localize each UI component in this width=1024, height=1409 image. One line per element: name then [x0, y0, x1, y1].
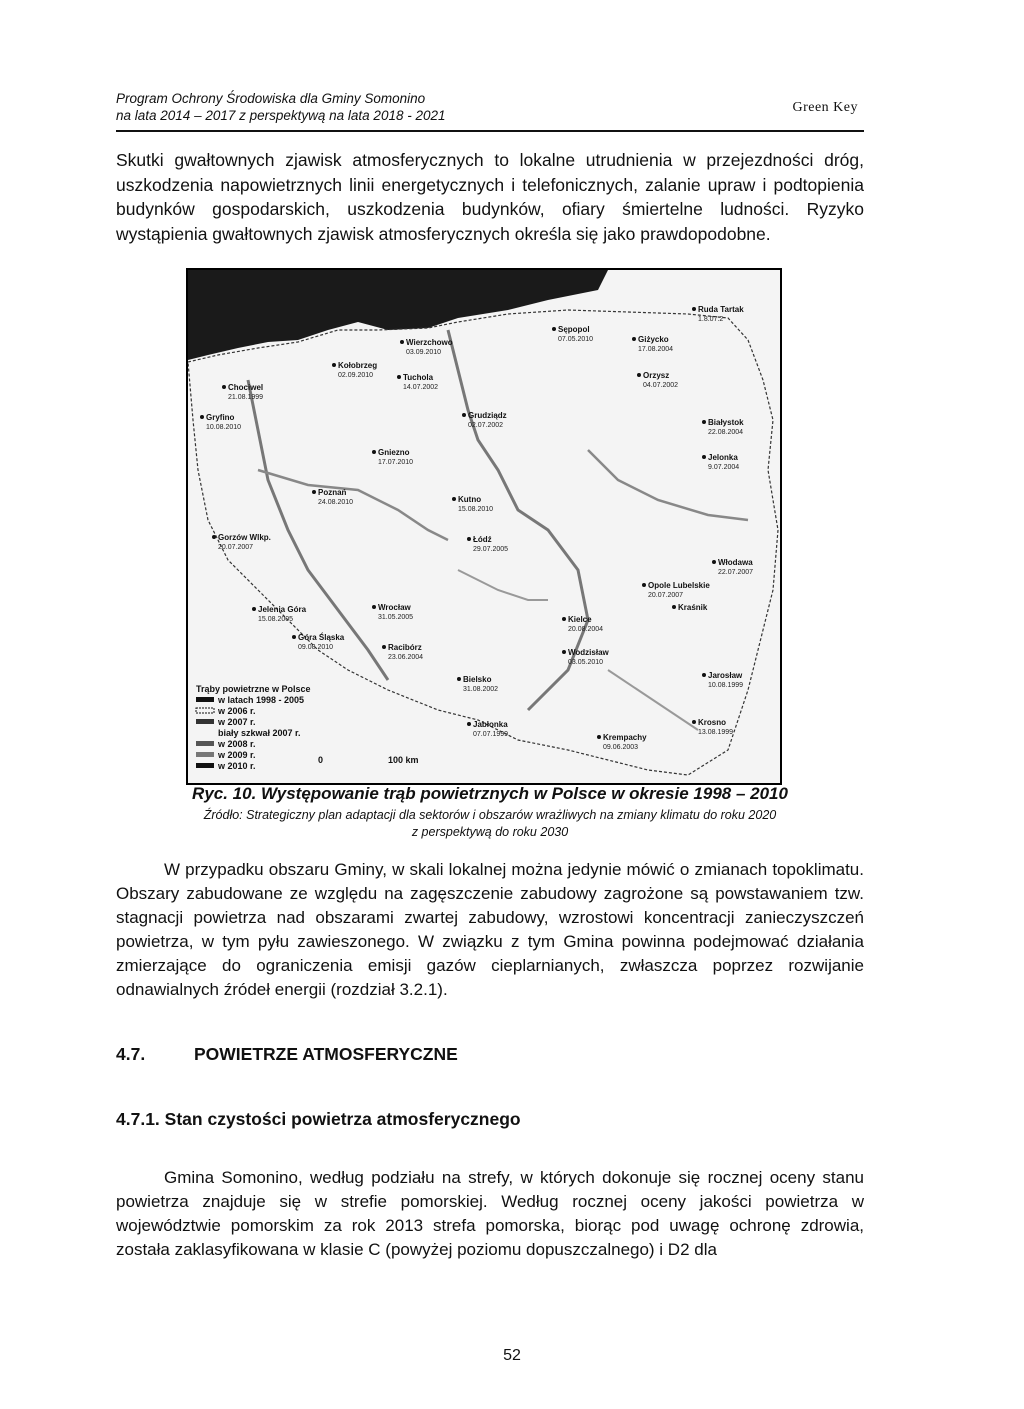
place-name: Jarosław: [708, 671, 743, 680]
place-name: Kraśnik: [678, 603, 708, 612]
section-heading: [116, 1044, 458, 1065]
place-marker: [467, 722, 471, 726]
place-marker: [642, 583, 646, 587]
place-marker: [637, 373, 641, 377]
source-line1: Źródło: Strategiczny plan adaptacji dla sektorów i obszarów wrażliwych na zmiany klimatu do roku 2020: [203, 808, 777, 822]
subsection-number: 4.7.1.: [116, 1109, 160, 1129]
san-river: [608, 670, 698, 730]
place-date: 22.07.2007: [718, 569, 754, 576]
place-date: 02.09.2010: [338, 372, 374, 379]
place-marker: [462, 413, 466, 417]
legend-item: w 2008 r.: [218, 739, 256, 749]
place-date: 20.08.2004: [568, 626, 604, 633]
place-marker: [562, 617, 566, 621]
place-name: Jabłonka: [473, 720, 508, 729]
program-title-line2: na lata 2014 – 2017 z perspektywą na lata 2018 - 2021: [116, 108, 446, 123]
place-date: 14.07.2002: [403, 384, 439, 391]
place-date: 09.06.2003: [603, 744, 639, 751]
legend-item: w 2010 r.: [218, 761, 256, 771]
place-name: Kielce: [568, 615, 592, 624]
legend-item: w 2006 r.: [218, 706, 256, 716]
place-name: Bielsko: [463, 675, 492, 684]
place-date: 07.05.2010: [558, 336, 594, 343]
paragraph-air-quality: Gmina Somonino, według podziału na strefy, w których dokonuje się rocznej oceny stanu powietrza znajduje się w strefie pomorskiej. Według rocznej oceny jakości powietrza w województwie pomorskim za rok 2013 strefa pomorska, biorąc pod uwagę ochronę zdrowia, została zaklasyfikowana w klasie C (powyżej poziomu dopuszczalnego) i D2 dla: [116, 1168, 864, 1259]
place-date: 31.08.2002: [463, 686, 499, 693]
place-name: Włodawa: [718, 558, 753, 567]
place-date: 9.07.2004: [708, 464, 740, 471]
place-marker: [467, 537, 471, 541]
legend-item: biały szkwał 2007 r.: [218, 728, 301, 738]
section-number: 4.7.: [116, 1044, 146, 1064]
place-name: Orzysz: [643, 371, 670, 380]
program-title: [116, 90, 446, 124]
place-marker: [332, 363, 336, 367]
place-marker: [552, 327, 556, 331]
place-marker: [372, 605, 376, 609]
place-name: Kołobrzeg: [338, 361, 378, 370]
place-name: Gniezno: [378, 448, 410, 457]
place-name: Krempachy: [603, 733, 647, 742]
place-marker: [222, 385, 226, 389]
place-marker: [292, 635, 296, 639]
place-name: Ruda Tartak: [698, 305, 744, 314]
place-date: 13.08.1999: [698, 729, 734, 736]
legend-title: Trąby powietrzne w Polsce: [196, 684, 311, 694]
place-name: Gryfino: [206, 413, 235, 422]
place-date: 31.05.2005: [378, 614, 414, 621]
place-marker: [672, 605, 676, 609]
scale-end: 100 km: [388, 755, 419, 765]
place-marker: [632, 337, 636, 341]
page-number: 52: [503, 1347, 521, 1364]
place-marker: [457, 677, 461, 681]
place-marker: [692, 307, 696, 311]
place-date: 02.07.2002: [468, 422, 504, 429]
baltic-sea: [188, 270, 608, 360]
place-date: 15.08.2005: [258, 616, 294, 623]
place-date: 23.06.2004: [388, 654, 424, 661]
place-name: Krosno: [698, 718, 726, 727]
figure-caption-title: Ryc. 10. Występowanie trąb powietrznych w Polsce w okresie 1998 – 2010: [192, 784, 788, 803]
place-name: Kutno: [458, 495, 482, 504]
figure-caption-source: [150, 807, 830, 841]
place-date: 10.08.2010: [206, 424, 242, 431]
scale-bar: [318, 755, 419, 765]
place-date: 03.05.2010: [568, 659, 604, 666]
place-name: Poznań: [318, 488, 347, 497]
brand-name: Green Key: [792, 100, 858, 115]
place-name: Łódź: [473, 535, 492, 544]
place-name: Gorzów Wlkp.: [218, 533, 271, 542]
place-name: Wodzisław: [568, 648, 609, 657]
legend: [196, 695, 304, 771]
place-marker: [702, 420, 706, 424]
place-marker: [712, 560, 716, 564]
scale-start: 0: [318, 755, 324, 765]
place-marker: [200, 415, 204, 419]
page-header: [116, 86, 864, 132]
place-name: Góra Śląska: [298, 633, 345, 642]
place-marker: [397, 375, 401, 379]
place-date: 17.08.2004: [638, 346, 674, 353]
place-marker: [562, 650, 566, 654]
place-date: 10.08.1999: [708, 682, 744, 689]
place-date: 09.08.2010: [298, 644, 334, 651]
place-name: Jelonka: [708, 453, 738, 462]
place-date: 22.08.2004: [708, 429, 744, 436]
legend-item: w latach 1998 - 2005: [218, 695, 305, 705]
place-marker: [692, 720, 696, 724]
place-marker: [372, 450, 376, 454]
place-date: 04.07.2002: [643, 382, 679, 389]
place-name: Tuchola: [403, 373, 434, 382]
legend-item: w 2009 r.: [218, 750, 256, 760]
place-name: Białystok: [708, 418, 744, 427]
place-marker: [702, 673, 706, 677]
subsection-title: Stan czystości powietrza atmosferycznego: [164, 1109, 521, 1129]
subsection-heading: [116, 1109, 521, 1130]
place-date: 07.07.1999: [473, 731, 509, 738]
place-date: 15.08.2010: [458, 506, 494, 513]
paragraph-weather-effects: Skutki gwałtownych zjawisk atmosferycznych to lokalne utrudnienia w przejezdności dróg, uszkodzenia napowietrznych linii energetycznych i telefonicznych, zalanie upraw i podtopienia budynków gospodarskich, uszkodzenia budynków, ofiary śmiertelne ludności. Ryzyko wystąpienia gwałtownych zjawisk atmosferycznych określa się jako prawdopodobne.: [116, 150, 864, 244]
place-date: 03.09.2010: [406, 349, 442, 356]
place-marker: [312, 490, 316, 494]
source-line2: z perspektywą do roku 2030: [411, 825, 569, 839]
pilica-river: [458, 570, 548, 600]
place-name: Giżycko: [638, 335, 669, 344]
place-name: Chociwel: [228, 383, 264, 392]
place-marker: [252, 607, 256, 611]
program-title-line1: Program Ochrony Środowiska dla Gminy Somonino: [116, 91, 426, 106]
section-title: POWIETRZE ATMOSFERYCZNE: [194, 1044, 458, 1064]
place-name: Opole Lubelskie: [648, 581, 710, 590]
place-marker: [452, 497, 456, 501]
place-name: Wrocław: [378, 603, 411, 612]
place-date: 24.08.2010: [318, 499, 354, 506]
place-name: Wierzchowo: [406, 338, 453, 347]
place-name: Jelenia Góra: [258, 605, 307, 614]
place-marker: [702, 455, 706, 459]
place-marker: [400, 340, 404, 344]
tornado-map: [186, 268, 782, 785]
paragraph-topoclimate: W przypadku obszaru Gminy, w skali lokalnej można jedynie mówić o zmianach topoklimatu. Obszary zabudowane ze względu na zagęszczenie zabudowy zagrożone są powstawaniem tzw. stagnacji powietrza nad obszarami zwartej zabudowy, wzrostowi koncentracji zanieczyszczeń powietrza, w tym pyłu zawieszonego. W związku z tym Gmina powinna podejmować działania zmierzające do ograniczenia emisji gazów cieplarnianych, zwłaszcza poprzez rozwijanie odnawialnych źródeł energii (rozdział 3.2.1).: [116, 860, 864, 999]
place-marker: [597, 735, 601, 739]
place-name: Sępopol: [558, 325, 590, 334]
vistula-river: [448, 330, 588, 710]
place-marker: [382, 645, 386, 649]
place-name: Grudziądz: [468, 411, 507, 420]
place-date: 29.07.2005: [473, 546, 509, 553]
place-date: 21.08.1999: [228, 394, 264, 401]
legend-item: w 2007 r.: [218, 717, 256, 727]
place-marker: [212, 535, 216, 539]
place-date: 20.07.2007: [218, 544, 254, 551]
place-date: 1.8.07.2: [698, 316, 724, 323]
place-name: Racibórz: [388, 643, 422, 652]
place-date: 20.07.2007: [648, 592, 684, 599]
place-date: 17.07.2010: [378, 459, 414, 466]
